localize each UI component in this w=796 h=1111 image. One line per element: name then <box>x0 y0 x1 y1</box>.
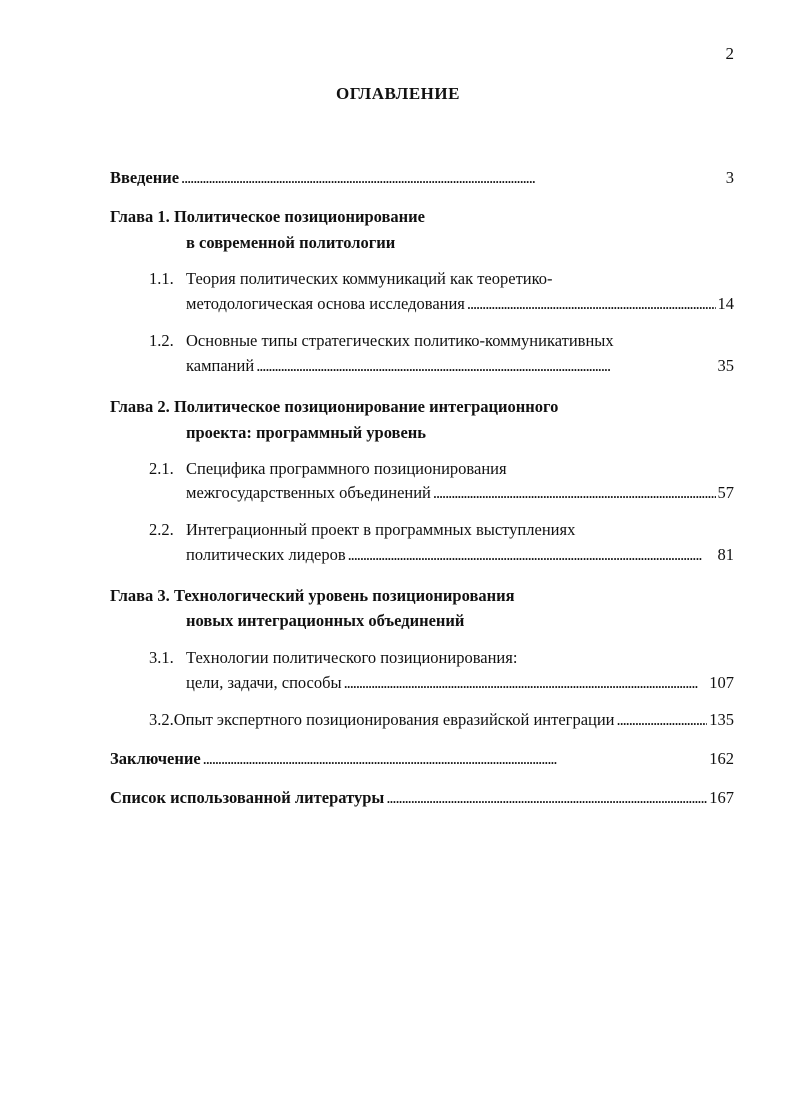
toc-page-conclusion: 162 <box>709 749 734 768</box>
section-2-2-line1[interactable] <box>149 520 575 540</box>
section-2-1-line1[interactable] <box>149 459 507 479</box>
section-3-1-title: Технологии политического позиционирования: <box>186 648 518 667</box>
toc-page-1-1: 14 <box>717 294 734 313</box>
toc-page-2-2: 81 <box>717 545 734 564</box>
section-1-1-title: Теория политических коммуникаций как теоретико- <box>186 269 553 288</box>
section-1-2-line1[interactable] <box>149 331 614 351</box>
section-3-2-title: Опыт экспертного позиционирования евразийской интеграции <box>173 710 615 729</box>
toc-entry-1-1[interactable] <box>186 294 734 314</box>
section-2-1-number: 2.1. <box>149 459 174 478</box>
chapter-2-title-line2: проекта: программный уровень <box>186 423 427 442</box>
toc-entry-2-1[interactable] <box>186 483 734 503</box>
dot-leader <box>386 788 707 808</box>
toc-entry-intro[interactable] <box>110 168 734 188</box>
toc-entry-2-2[interactable] <box>186 545 734 565</box>
page-number: 2 <box>725 44 734 63</box>
chapter-3-heading[interactable] <box>110 586 515 606</box>
dot-leader <box>181 168 724 188</box>
section-3-1-title-cont: цели, задачи, способы <box>186 673 342 692</box>
chapter-1-title-line2: в современной политологии <box>186 233 396 252</box>
toc-label-intro: Введение <box>110 168 180 187</box>
toc-entry-3-1[interactable] <box>186 673 734 693</box>
section-1-1-line1[interactable] <box>149 269 553 289</box>
section-2-2-title-cont: политических лидеров <box>186 545 346 564</box>
dot-leader <box>467 294 716 314</box>
toc-page-references: 167 <box>709 788 734 807</box>
toc-page-intro: 3 <box>725 168 734 187</box>
toc-page-2-1: 57 <box>717 483 734 502</box>
toc-entry-conclusion[interactable] <box>110 749 734 769</box>
chapter-2-title-line1: Политическое позиционирование интеграционного <box>173 397 559 416</box>
section-3-1-number: 3.1. <box>149 648 174 667</box>
dot-leader <box>348 545 716 565</box>
page-title: ОГЛАВЛЕНИЕ <box>336 84 460 103</box>
dot-leader <box>256 356 715 376</box>
toc-page-3-1: 107 <box>709 673 734 692</box>
section-2-2-title: Интеграционный проект в программных выступлениях <box>186 520 576 539</box>
section-1-1-number: 1.1. <box>149 269 174 288</box>
chapter-3-prefix: Глава 3. <box>110 586 170 605</box>
chapter-1-prefix: Глава 1. <box>110 207 170 226</box>
section-1-2-number: 1.2. <box>149 331 174 350</box>
chapter-3-title-line1: Технологический уровень позиционирования <box>173 586 515 605</box>
section-3-1-line1[interactable] <box>149 648 517 668</box>
section-1-2-title: Основные типы стратегических политико-коммуникативных <box>186 331 614 350</box>
dot-leader <box>203 749 708 769</box>
section-1-2-title-cont: кампаний <box>186 356 255 375</box>
section-3-2-number: 3.2. <box>149 710 174 729</box>
chapter-2-prefix: Глава 2. <box>110 397 170 416</box>
toc-page-3-2: 135 <box>709 710 734 729</box>
dot-leader <box>617 710 708 730</box>
dot-leader <box>433 483 716 503</box>
toc-label-conclusion: Заключение <box>110 749 201 768</box>
section-2-2-number: 2.2. <box>149 520 174 539</box>
toc-page-1-2: 35 <box>717 356 734 375</box>
toc-entry-3-2[interactable] <box>149 710 734 730</box>
toc-label-references: Список использованной литературы <box>110 788 385 807</box>
chapter-2-heading[interactable] <box>110 397 558 417</box>
toc-entry-1-2[interactable] <box>186 356 734 376</box>
chapter-1-heading[interactable] <box>110 207 425 227</box>
chapter-1-title-line1: Политическое позиционирование <box>173 207 426 226</box>
chapter-3-title-line2: новых интеграционных объединений <box>186 611 465 630</box>
dot-leader <box>344 673 708 693</box>
section-1-1-title-cont: методологическая основа исследования <box>186 294 465 313</box>
section-2-1-title: Специфика программного позиционирования <box>186 459 507 478</box>
toc-entry-references[interactable] <box>110 788 734 808</box>
section-2-1-title-cont: межгосударственных объединений <box>186 483 431 502</box>
